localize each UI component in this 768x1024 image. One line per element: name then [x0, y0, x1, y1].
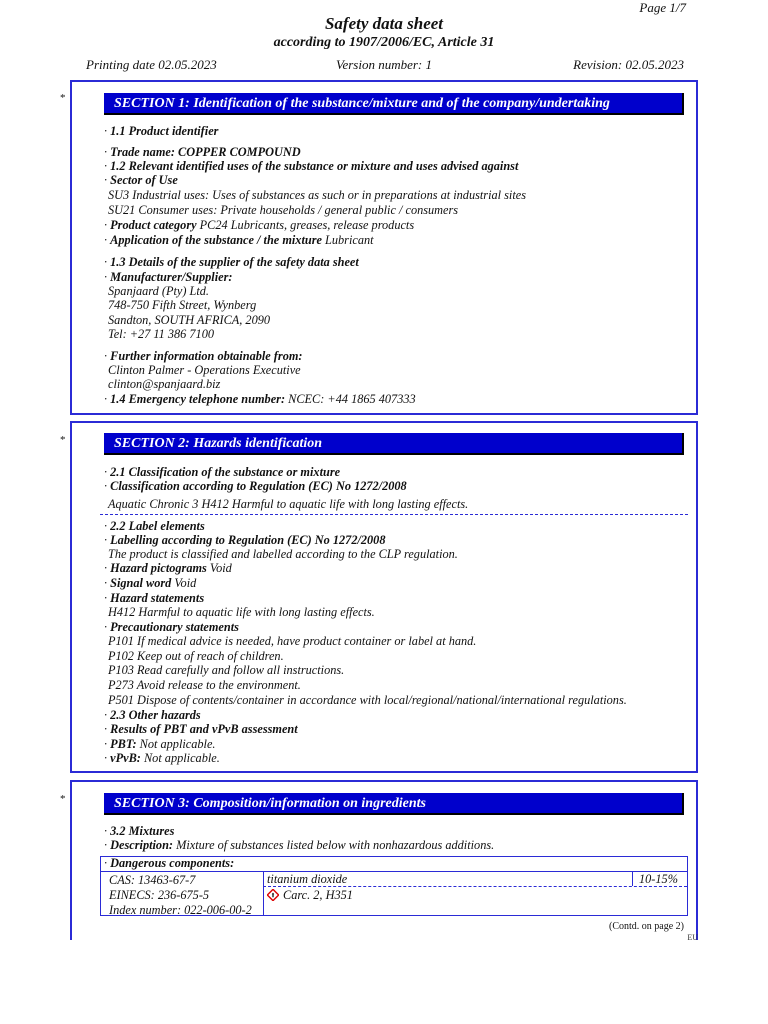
sds-line: The product is classified and labelled according to the CLP regulation. — [108, 547, 458, 561]
sds-line: · Sector of Use — [104, 173, 178, 187]
sds-line: · 2.3 Other hazards — [104, 708, 201, 722]
revision-date: Revision: 02.05.2023 — [573, 57, 684, 72]
mixture-description: · Description: Mixture of substances listed below with nonhazardous additions. — [104, 838, 495, 852]
section3-heading: SECTION 3: Composition/information on ingredients — [104, 793, 684, 815]
sds-line: · 2.1 Classification of the substance or mixture — [104, 465, 341, 479]
sds-line: P501 Dispose of contents/container in accordance with local/regional/national/international regulations. — [108, 693, 627, 707]
component-cas: CAS: 13463-67-7 — [109, 873, 196, 887]
version-number: Version number: 1 — [335, 57, 433, 72]
sds-line: · 1.1 Product identifier — [104, 124, 219, 138]
region-code: EU — [687, 933, 698, 942]
sds-line: · 1.2 Relevant identified uses of the substance or mixture and uses advised against — [104, 159, 519, 173]
page-number: Page 1/7 — [639, 0, 686, 15]
section1-heading: SECTION 1: Identification of the substance/mixture and of the company/undertaking — [104, 93, 684, 115]
component-concentration: 10-15% — [639, 872, 678, 886]
sds-line: · Hazard statements — [104, 591, 205, 605]
component-einecs: EINECS: 236-675-5 — [109, 888, 210, 902]
section3-box — [70, 780, 698, 940]
sds-line: · 1.3 Details of the supplier of the safety data sheet — [104, 255, 359, 269]
sds-line: · 2.2 Label elements — [104, 519, 205, 533]
sds-line: · Classification according to Regulation (EC) No 1272/2008 — [104, 479, 407, 493]
printing-date: Printing date 02.05.2023 — [86, 57, 217, 72]
sds-line: · Signal word Void — [104, 576, 197, 590]
section-divider — [100, 514, 688, 515]
sds-line: · Precautionary statements — [104, 620, 239, 634]
sds-line: P273 Avoid release to the environment. — [108, 678, 301, 692]
dangerous-components-label: · Dangerous components: — [104, 856, 235, 870]
sds-line: · Further information obtainable from: — [104, 349, 303, 363]
sds-line: clinton@spanjaard.biz — [108, 377, 221, 391]
sds-line: · Labelling according to Regulation (EC) No 1272/2008 — [104, 533, 386, 547]
sds-line: · vPvB: Not applicable. — [104, 751, 220, 765]
sds-line: P101 If medical advice is needed, have product container or label at hand. — [108, 634, 477, 648]
sds-line: Tel: +27 11 386 7100 — [108, 327, 214, 341]
section2-change-marker: * — [60, 434, 66, 446]
component-name: titanium dioxide — [267, 872, 348, 886]
table-row-divider — [263, 886, 687, 887]
sds-line: H412 Harmful to aquatic life with long lasting effects. — [108, 605, 375, 619]
table-header-rule — [101, 871, 687, 872]
sds-line: Sandton, SOUTH AFRICA, 2090 — [108, 313, 271, 327]
sds-line: · Application of the substance / the mixture Lubricant — [104, 233, 374, 247]
sds-line: Aquatic Chronic 3 H412 Harmful to aquatic life with long lasting effects. — [108, 497, 469, 511]
sds-line: SU21 Consumer uses: Private households / general public / consumers — [108, 203, 459, 217]
sds-line: P103 Read carefully and follow all instructions. — [108, 663, 345, 677]
sds-line: · Manufacturer/Supplier: — [104, 270, 233, 284]
sds-line: 748-750 Fifth Street, Wynberg — [108, 298, 257, 312]
document-title: Safety data sheet — [324, 14, 444, 33]
document-subtitle: according to 1907/2006/EC, Article 31 — [273, 35, 495, 50]
component-index-number: Index number: 022-006-00-2 — [109, 903, 252, 917]
sds-line: P102 Keep out of reach of children. — [108, 649, 284, 663]
mixtures-label: · 3.2 Mixtures — [104, 824, 175, 838]
sds-line: · 1.4 Emergency telephone number: NCEC: +44 1865 407333 — [104, 392, 416, 406]
continued-note: (Contd. on page 2) — [609, 921, 684, 932]
section2-box — [70, 421, 698, 773]
component-classification: Carc. 2, H351 — [267, 888, 353, 902]
sds-line: · Hazard pictograms Void — [104, 561, 232, 575]
table-column-divider — [632, 871, 633, 886]
section1-box — [70, 80, 698, 415]
sds-line: · PBT: Not applicable. — [104, 737, 216, 751]
sds-line: SU3 Industrial uses: Uses of substances as such or in preparations at industrial sites — [108, 188, 526, 202]
sds-line: · Results of PBT and vPvB assessment — [104, 722, 298, 736]
table-column-divider — [263, 871, 264, 915]
section3-change-marker: * — [60, 793, 66, 805]
dangerous-components-table — [100, 856, 688, 916]
health-hazard-icon — [267, 889, 279, 901]
sds-line: · Product category PC24 Lubricants, greases, release products — [104, 218, 415, 232]
section2-heading: SECTION 2: Hazards identification — [104, 433, 684, 455]
sds-line: Clinton Palmer - Operations Executive — [108, 363, 301, 377]
section1-change-marker: * — [60, 92, 66, 104]
sds-line: Spanjaard (Pty) Ltd. — [108, 284, 209, 298]
sds-line: · Trade name: COPPER COMPOUND — [104, 145, 301, 159]
